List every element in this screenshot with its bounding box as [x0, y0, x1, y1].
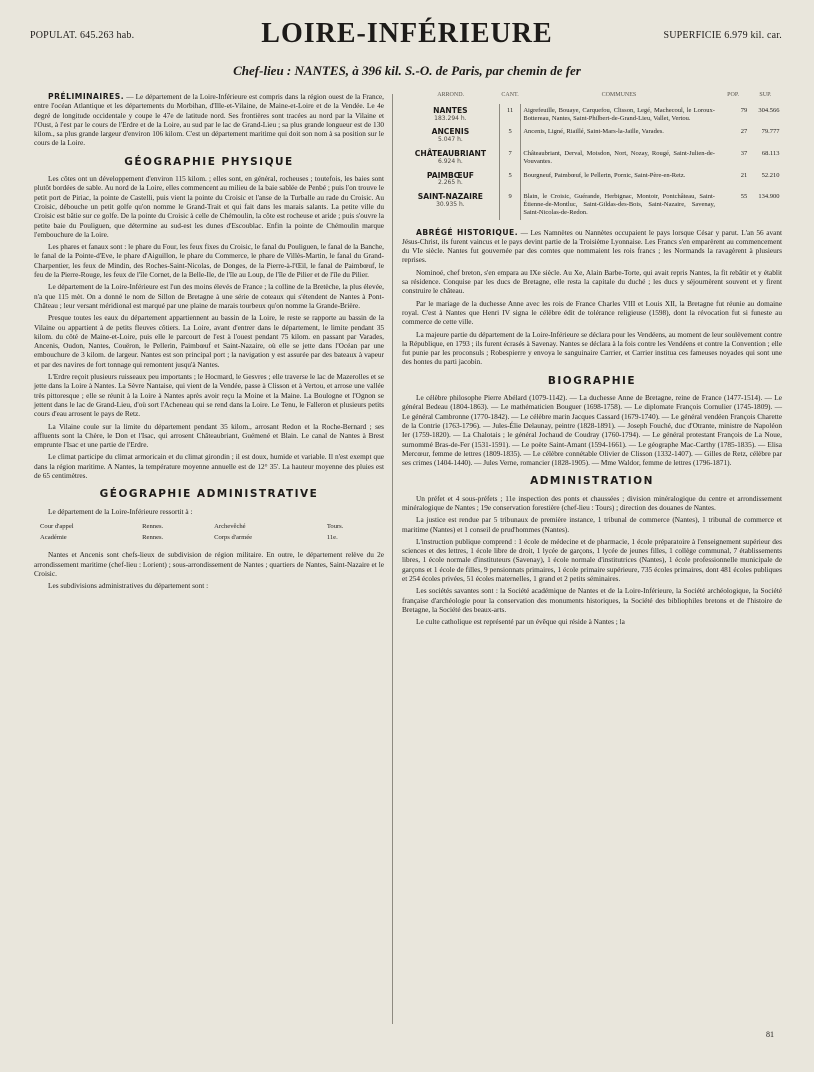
preliminaires-lead: PRÉLIMINAIRES. — [48, 92, 125, 101]
right-column — [402, 92, 782, 630]
geo-phys-paragraph: Presque toutes les eaux du département appartiennent au bassin de la Loire, le reste se rapporte au bassin de la Vilaine ou appartient à de petits fleuves côtiers. La Loire, avant d'entrer dans le département, le limite pendant 35 kilom. du côté de Maine-et-Loire, puis elle le parcourt de l'est à l'ouest pendant 75 kilom. en passant par Varades, Ancenis, Oudon, Nantes, Couëron, le Pellerin, Paimbœuf et Saint-Nazaire, où elle se jette dans l'Océan par une embouchure de 3 kilom. de largeur. Nantes est son principal port ; la navigation y est assurée par des bateaux à vapeur et par des navires de fort tonnage qui remontent jusqu'à Nantes. — [34, 313, 384, 369]
administration-paragraph: Le culte catholique est représenté par un évêque qui réside à Nantes ; la — [416, 617, 625, 627]
geo-phys-paragraph: Le climat participe du climat armoricain et du climat girondin ; il est doux, humide et variable. Il n'est exempt que dans la région maritime. A Nantes, la température moyenne annuelle est de 12° 35'. La hauteur moyenne des pluies est de 65 centimètres. — [34, 452, 384, 480]
administration-paragraph: La justice est rendue par 5 tribunaux de première instance, 1 tribunal de commerce (Nantes), 1 tribunal de commerce et maritime (Nantes) et 1 conseil de prud'hommes (Nantes). — [402, 515, 782, 534]
page-number: 81 — [766, 1030, 774, 1039]
administration-heading: ADMINISTRATION — [530, 475, 654, 488]
arrondissement-name: ANCENIS — [431, 127, 470, 137]
arrondissement-name: CHÂTEAUBRIANT — [414, 148, 487, 158]
abrege-paragraph: Nominoé, chef breton, s'en empara au IXe siècle. Au Xe, Alain Barbe-Torte, qui avait repris Nantes, la fit rebâtir et y établit sa résidence. Conquise par les ducs de Bretagne, elle resta la capitale du duché ; les ducs y séjournèrent souvent et y firent construire le château. — [402, 267, 782, 296]
preliminaires-paragraph — [34, 92, 384, 148]
abrege-lead: ABRÉGÉ HISTORIQUE. — [416, 227, 519, 237]
geo-phys-paragraph: La Vilaine coule sur la limite du département pendant 35 kilom., arrosant Redon et la Roche-Bernard ; ses affluents sont la Chère, le Don et l'Isac, qui arrosent Châteaubriant, Guémené et Blain. Le canal de Nantes à Brest emprunte l'Isac et une partie de l'Erdre. — [34, 421, 384, 450]
geo-phys-paragraph: Les côtes ont un développement d'environ 115 kilom. ; elles sont, en général, rocheuses ; toutefois, les baies sont plutôt bordées de sable. Au nord de la Loire, elles commencent au milieu de la baie sablée de Penbé ; puis l'on trouve le petit port de Piriac, la pointe de Castelli, puis vient la pointe du Croisic et l'anse de la Turballe au rade du Croisic. Au Croisic, débouche un petit golfe qu'on nomme le Grand-Trait et qui fait dans les marais salants. La petite ville du Croisic est bâtie sur ce golfe. De la pointe du Croisic à celle de Chémoulin, la côte est rocheuse et aride ; puis s'ouvre la petite baie du Pouliguen, que détermine au sud-est les dunes d'Escoublac. Enfin la pointe de Chémoulin marque l'embouchure de la Loire. — [34, 174, 384, 239]
arrondissement-name: NANTES — [433, 105, 468, 115]
page-title: LOIRE-INFÉRIEURE — [261, 18, 553, 49]
abrege-paragraph: La majeure partie du département de la Loire-Inférieure se déclara pour les Vendéens, au moment de leur soulèvement contre la République, en 1793 ; ils furent écrasés à Savenay. Nantes se déclara à la fois contre les Vendéens et contre la Convention ; elle fut punie par les proconsuls ; Robespierre y envoya le sanguinaire Carrier, et Carrier institua ces fameuses noyades qui sont une des hontes du parti jacobin. — [402, 329, 782, 367]
table-row: Cour d'appel Rennes. Archevêché Tours. — [40, 522, 344, 530]
table-row: Académie Rennes. Corps d'armée 11e. — [40, 534, 338, 542]
table-row: CHÂTEAUBRIANT 6.924 h. 7 Châteaubriant, Derval, Moisdon, Nort, Nozay, Rougé, Saint-Julien-de-Vouvantes. 37 68.113 — [402, 147, 782, 169]
column-divider — [392, 94, 393, 1024]
left-column — [34, 92, 384, 594]
geographie-physique-heading: GÉOGRAPHIE PHYSIQUE — [124, 155, 294, 168]
table-row: ANCENIS 5.047 h. 5 Ancenis, Ligné, Riaillé, Saint-Mars-la-Jaille, Varades. 27 79.777 — [402, 125, 782, 147]
abrege-paragraph — [402, 228, 782, 265]
administration-paragraph: Un préfet et 4 sous-préfets ; 11e inspection des ponts et chaussées ; division minéralogique du centre et arrondissement minéralogique de Nantes ; 19e conservation forestière (chef-lieu : Tours) ; direction des douanes de Nantes. — [402, 493, 782, 512]
superficie-label: SUPERFICIE 6.979 kil. car. — [663, 30, 782, 41]
geo-phys-paragraph: L'Erdre reçoit plusieurs ruisseaux peu importants ; le Hocmard, le Gesvres ; elle traverse le lac de Mazerolles et se jette dans la Loire à Nantes. La Sèvre Nantaise, qui vient de la Vendée, passe à Clisson et à Vertou, et arrose une vallée très pittoresque ; elle se réunit à la Loire à Nantes après avoir reçu la Moine et la Maine. La Boulogne et l'Ognon se jettent dans le lac de Grand-Lieu, d'où sort l'Acheneau qui se rend dans la Loire. Le Tenu, le Falleron et plusieurs petits cours d'eau arrosent le pays de Retz. — [34, 372, 384, 419]
geographie-administrative-heading: GÉOGRAPHIE ADMINISTRATIVE — [99, 488, 319, 501]
preliminaires-text: — Le département de la Loire-Inférieure est compris dans la région ouest de la France, entre l'océan Atlantique et les départements du Morbihan, d'Ille-et-Vilaine, de Maine-et-Loire et de la Vendée. Le 4e degré de longitude occidentale y coupe le 47e de latitude nord. Ses frontières sont tracées au nord par la Vilaine et l'Oust, à l'est par le cours de l'Erdre et de la Loire, au sud par le lac de Grand-Lieu ; sa plus grande longueur est de 130 kilom., sa plus grande largeur d'environ 106 kilom. C'est un département maritime qui doit son nom à sa position sur le cours de la Loire. — [34, 92, 384, 148]
abrege-paragraph: Par le mariage de la duchesse Anne avec les rois de France Charles VIII et Louis XII, la Bretagne fut réunie au domaine royal. C'est à Nantes que Henri IV signa le célèbre édit de tolérance religieuse (1598), dont la révocation fut si funeste au commerce de cette ville. — [402, 298, 782, 327]
administration-paragraph: Les sociétés savantes sont : la Société académique de Nantes et de la Loire-Inférieure, la Société archéologique, la Société française d'archéologie pour la conservation des monuments historiques, la Société des bibliophiles bretons et de l'histoire de Bretagne, la Société des beaux-arts. — [402, 586, 782, 614]
geo-admin-intro: Le département de la Loire-Inférieure ressortit à : — [48, 506, 193, 516]
arrondissements-table — [402, 92, 782, 220]
administration-paragraph: L'instruction publique comprend : 1 école de médecine et de pharmacie, 1 école préparatoire à l'enseignement supérieur des sciences et des lettres, 1 école libre de droit, 1 lycée de garçons, 1 lycée de jeunes filles, 1 collège communal, 7 établissements libres, 1 école normale d'instituteurs (Savenay), 1 école normale d'institutrices (Nantes), 1 école professionnelle municipale de garçons et 1 école de filles, 9 pensionnats primaires, 1 école primaire supérieure, 735 écoles primaires, dont 481 écoles publiques et 254 écoles privées, 51 écoles maternelles, 1 grand et 2 petits séminaires. — [402, 536, 782, 584]
table-header-row: ARROND. CANT. COMMUNES POP. SUP. — [437, 92, 772, 98]
table-row: SAINT-NAZAIRE 30.935 h. 9 Blain, le Croisic, Guérande, Herbignac, Montoir, Pontchâteau, Saint-Étienne-de-Montluc, Saint-Gildas-des-Bois, Saint-Nazaire, Savenay, Saint-Nicolas-de-Redon. 55 134.900 — [402, 190, 782, 219]
biographie-paragraph: Le célèbre philosophe Pierre Abélard (1079-1142). — La duchesse Anne de Bretagne, reine de France (1477-1514). — Le général Bedeau (1804-1863). — Le mathématicien Bouguer (1698-1758). — Le diplomate François Cornulier (1745-1809). — Le général Cambronne (1770-1842). — Le célèbre marin Jacques Cassard (1679-1740). — Le général vendéen François Charette de la Contrie (1763-1796). — Jules-Élie Delaunay, peintre (1828-1891). — Joseph Fouché, duc d'Otrante, ministre de Napoléon Ier (1759-1820). — La Chalotais ; le général Jochaud de Coudray (1760-1794). — Le général protestant François de La Noue, surnommé Bras-de-Fer (1531-1591). — Le poète Saint-Amant (1594-1661). — Le géographe Mac-Carthy (1785-1835). — Elisa Mercœur, femme de lettres (1809-1835). — Le célèbre connétable Olivier de Clisson (1332-1407). — Gilles de Retz, célèbre par ses crimes (1404-1440). — Jules Verne, romancier (1828-1905). — Mme Waldor, femme de lettres (1796-1871). — [402, 393, 782, 468]
geo-admin-paragraph: Les subdivisions administratives du département sont : — [48, 581, 209, 591]
ressorts-table — [34, 520, 384, 545]
geo-admin-paragraph: Nantes et Ancenis sont chefs-lieux de subdivision de région militaire. En outre, le département relève du 2e arrondissement maritime (chef-lieu : Lorient) ; sous-arrondissement de Nantes ; quartiers de Nantes, Saint-Nazaire et le Croisic. — [34, 550, 384, 579]
page-subtitle: Chef-lieu : NANTES, à 396 kil. S.-O. de Paris, par chemin de fer — [233, 63, 581, 78]
arrondissement-name: SAINT-NAZAIRE — [417, 192, 483, 202]
table-row: PAIMBŒUF 2.265 h. 5 Bourgneuf, Paimbœuf, le Pellerin, Pornic, Saint-Père-en-Retz. 21 52.210 — [402, 169, 782, 191]
geo-phys-paragraph: Le département de la Loire-Inférieure est l'un des moins élevés de France ; la colline de la Bretèche, la plus élevée, n'a que 115 mèt. On a donné le nom de Sillon de Bretagne à une série de coteaux qui s'étendent de Nantes à Pont-Château ; leur versant méridional est marqué par une plaine de marais tourbeux qu'on nomme la Grande-Brière. — [34, 282, 384, 310]
geo-phys-paragraph: Les phares et fanaux sont : le phare du Four, les feux fixes du Croisic, le fanal du Pouliguen, le fanal de la Banche, le fanal de la Pointe-d'Eve, le phare d'Aiguillon, le phare du Commerce, le phare de Villès-Martin, le fanal du Grand-Charpentier, les feux de Mindin, des Roches-Saint-Nicolas, de Donges, de la Pierre-à-l'Œil, le fanal de Paimbœuf, le feu de la Pierre-Rouge, les feux de l'île Cornet, de la Belle-Ile, de l'île au Loup, de l'île de Pilier et de l'île du Pilier. — [34, 242, 384, 280]
population-label: POPULAT. 645.263 hab. — [30, 30, 135, 41]
biographie-heading: BIOGRAPHIE — [547, 374, 637, 387]
table-row: NANTES 183.294 h. 11 Aigrefeuille, Bouaye, Carquefou, Clisson, Legé, Machecoul, le Loroux-Bottereau, Nantes, Saint-Philbert-de-Grand-Lieu, Vallet, Vertou. 79 304.566 — [402, 104, 782, 126]
arrondissement-name: PAIMBŒUF — [426, 170, 474, 180]
abrege-text: — Les Namnètes ou Nannètes occupaient le pays lorsque César y parut. L'an 56 avant Jésus-Christ, ils furent vaincus et le pays devint partie de la Troisième Lyonnaise. Les Francs s'en emparèrent au commencement du VIe siècle. Nantes fut gouvernée par des comtes que nommaient les rois francs ; les Normands la ravagèrent à plusieurs reprises. — [402, 227, 783, 265]
